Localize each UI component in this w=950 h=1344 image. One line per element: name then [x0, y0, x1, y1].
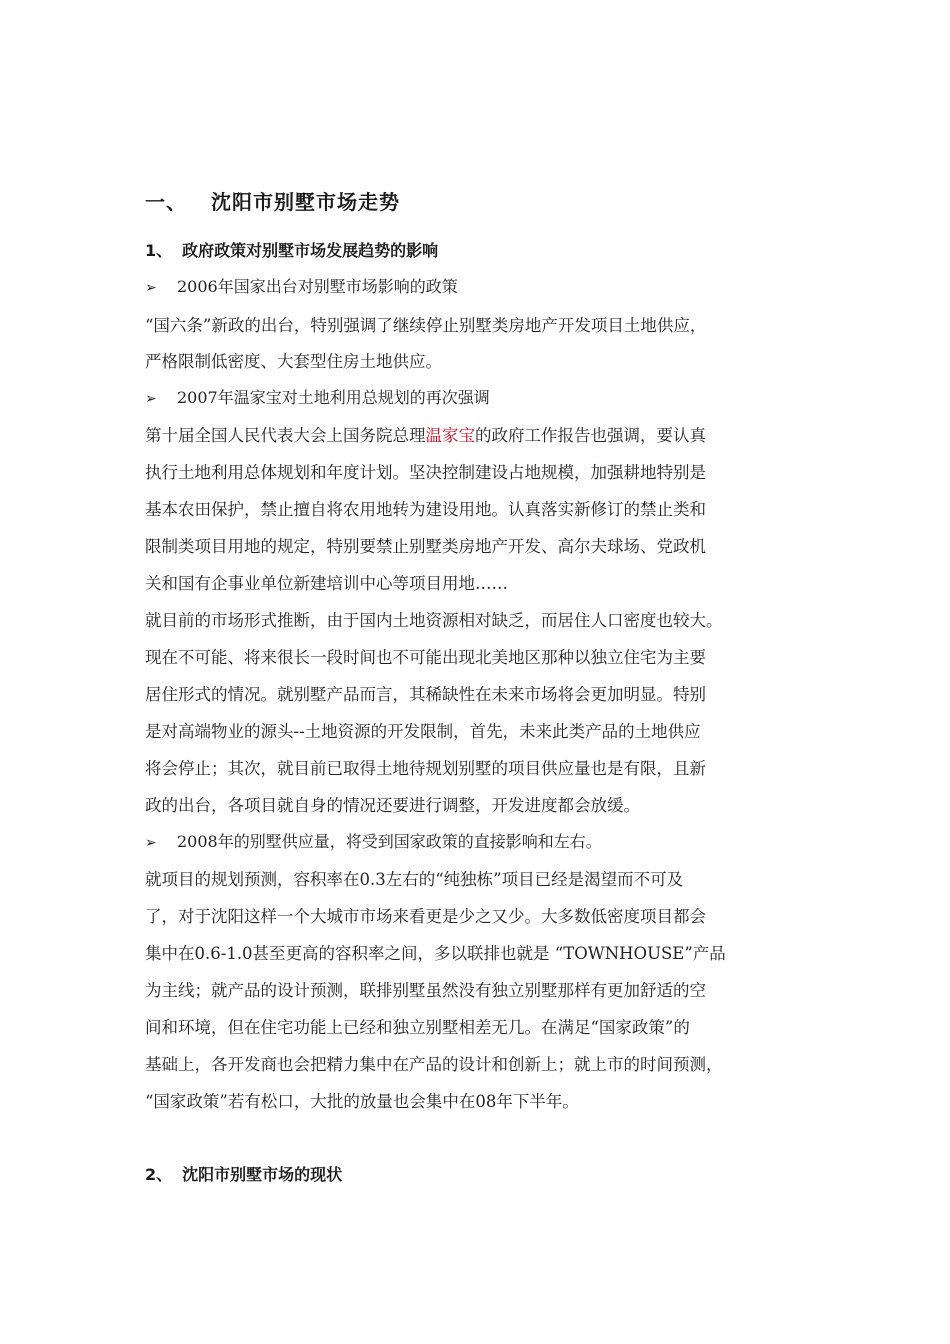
- paragraph-line: 间和环境，但在住宅功能上已经和独立别墅相差无几。在满足“国家政策”的: [145, 1018, 690, 1037]
- paragraph-line: 基本农田保护，禁止擅自将农用地转为建设用地。认真落实新修订的禁止类和: [145, 500, 706, 519]
- paragraph-line: “国六条”新政的出台，特别强调了继续停止别墅类房地产开发项目土地供应，: [145, 316, 707, 335]
- paragraph-line: 限制类项目用地的规定，特别要禁止别墅类房地产开发、高尔夫球场、党政机: [145, 537, 706, 556]
- bullet-item: [145, 274, 458, 297]
- section-number: 2、: [145, 1165, 173, 1184]
- paragraph-line: 严格限制低密度、大套型住房土地供应。: [145, 352, 442, 371]
- paragraph-line: 居住形式的情况。就别墅产品而言，其稀缺性在未来市场将会更加明显。特别: [145, 685, 706, 704]
- paragraph-line: 了，对于沈阳这样一个大城市市场来看更是少之又少。大多数低密度项目都会: [145, 907, 706, 926]
- bullet-arrow-icon: ➢: [145, 280, 157, 296]
- bullet-text: 2008年的别墅供应量，将受到国家政策的直接影响和左右。: [177, 832, 602, 851]
- paragraph-line: 基础上，各开发商也会把精力集中在产品的设计和创新上；就上市的时间预测，: [145, 1055, 723, 1074]
- text-span: 的政府工作报告也强调，要认真: [475, 426, 706, 445]
- paragraph-line: “国家政策”若有松口，大批的放量也会集中在08年下半年。: [145, 1092, 579, 1111]
- paragraph-line: 政的出台，各项目就自身的情况还要进行调整，开发进度都会放缓。: [145, 796, 640, 815]
- bullet-text: 2006年国家出台对别墅市场影响的政策: [177, 277, 458, 296]
- paragraph-line: 执行土地利用总体规划和年度计划。坚决控制建设占地规模，加强耕地特别是: [145, 463, 706, 482]
- chapter-number: 一、: [145, 190, 187, 214]
- paragraph-line: 集中在0.6-1.0甚至更高的容积率之间，多以联排也就是 “TOWNHOUSE”产品: [145, 944, 726, 963]
- chapter-title: 沈阳市别墅市场走势: [211, 190, 400, 214]
- paragraph-line: [145, 422, 825, 446]
- paragraph-line: 关和国有企事业单位新建培训中心等项目用地……: [145, 574, 508, 593]
- paragraph-line: 就项目的规划预测，容积率在0.3左右的“纯独栋”项目已经是渴望而不可及: [145, 870, 684, 889]
- section-heading-2: [145, 1162, 342, 1185]
- paragraph-line: 为主线；就产品的设计预测，联排别墅虽然没有独立别墅那样有更加舒适的空: [145, 981, 706, 1000]
- bullet-item: [145, 385, 490, 408]
- section-title: 政府政策对别墅市场发展趋势的影响: [182, 241, 439, 260]
- highlighted-name: 温家宝: [425, 426, 475, 445]
- chapter-heading: [145, 186, 400, 215]
- section-number: 1、: [145, 241, 173, 260]
- paragraph-line: 就目前的市场形式推断，由于国内土地资源相对缺乏，而居住人口密度也较大。: [145, 611, 723, 630]
- bullet-arrow-icon: ➢: [145, 391, 157, 407]
- section-heading-1: [145, 238, 438, 261]
- paragraph-line: 将会停止；其次，就目前已取得土地待规划别墅的项目供应量也是有限，且新: [145, 759, 706, 778]
- paragraph-line: 是对高端物业的源头--土地资源的开发限制，首先，未来此类产品的土地供应: [145, 722, 701, 741]
- bullet-text: 2007年温家宝对土地利用总规划的再次强调: [177, 388, 490, 407]
- section-title: 沈阳市别墅市场的现状: [182, 1165, 343, 1184]
- bullet-arrow-icon: ➢: [145, 835, 157, 851]
- bullet-item: [145, 829, 602, 852]
- text-span: 第十届全国人民代表大会上国务院总理: [145, 426, 426, 445]
- paragraph-line: 现在不可能、将来很长一段时间也不可能出现北美地区那种以独立住宅为主要: [145, 648, 706, 667]
